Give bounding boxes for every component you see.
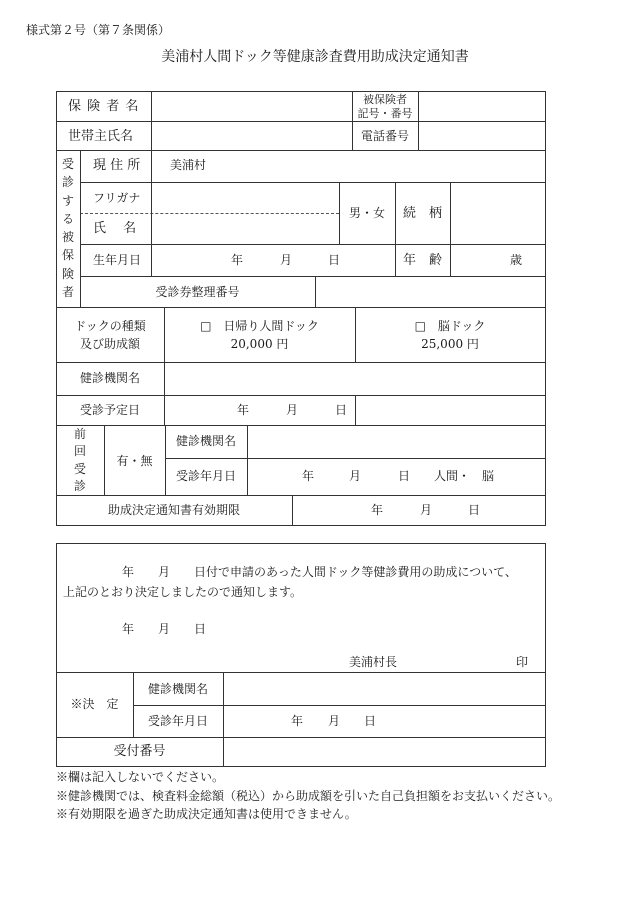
note-3: ※有効期限を過ぎた助成決定通知書は使用できません。 <box>56 807 357 821</box>
notice-exam-month: 月 <box>328 714 341 728</box>
institution-label: 健診機関名 <box>79 371 140 385</box>
scheduled-day: 日 <box>335 403 348 417</box>
option-day-dock-amount: 20,000 円 <box>230 337 289 351</box>
form-number: 様式第２号（第７条関係） <box>26 23 171 37</box>
name-label: 氏 名 <box>93 221 137 236</box>
notice-institution-label: 健診機関名 <box>147 682 208 696</box>
validity-label: 助成決定通知書有効期限 <box>107 503 240 517</box>
householder-label: 世帯主氏名 <box>68 129 134 144</box>
notice-exam-date-label: 受診年月日 <box>147 714 208 728</box>
address-label: 現 住 所 <box>93 158 141 173</box>
notice-exam-year: 年 <box>291 714 304 728</box>
prev-day: 日 <box>398 469 411 483</box>
decision-label: ※決 定 <box>70 697 119 711</box>
address-value: 美浦村 <box>170 158 207 172</box>
dock-type-label-line2: 及び助成額 <box>79 337 140 351</box>
option-brain-dock-checkbox[interactable]: □ 脳ドック <box>414 319 486 333</box>
mayor-label: 美浦村長 <box>349 655 398 669</box>
notice-line-2: 上記のとおり決定しましたので通知します。 <box>63 585 303 599</box>
insured-id-label-line2: 記号・番号 <box>357 107 413 120</box>
prev-date-label: 受診年月日 <box>175 469 236 483</box>
birthdate-label: 生年月日 <box>93 253 142 267</box>
prev-institution-label: 健診機関名 <box>175 434 236 448</box>
notice-exam-day: 日 <box>364 714 377 728</box>
scheduled-date-label: 受診予定日 <box>79 403 140 417</box>
dock-type-label-line1: ドックの種類 <box>74 319 146 333</box>
prev-month: 月 <box>349 469 362 483</box>
insured-id-label-line1: 被保険者 <box>363 93 407 106</box>
ticket-number-label: 受診券整理番号 <box>155 285 240 299</box>
birthdate-day: 日 <box>328 253 341 267</box>
phone-label: 電話番号 <box>360 129 409 143</box>
age-label: 年 齢 <box>402 253 442 268</box>
page-title: 美浦村人間ドック等健康診査費用助成決定通知書 <box>161 49 469 65</box>
scheduled-month: 月 <box>286 403 299 417</box>
prev-type-label: 人間・ 脳 <box>434 469 495 483</box>
option-brain-dock-amount: 25,000 円 <box>421 337 479 351</box>
seal-mark: 印 <box>516 655 529 669</box>
relationship-label: 続 柄 <box>402 206 442 221</box>
validity-year: 年 <box>371 503 384 517</box>
note-2: ※健診機関では、検査料金総額（税込）から助成額を引いた自己負担額をお支払いください。 <box>56 789 561 803</box>
validity-day: 日 <box>468 503 481 517</box>
notice-date: 年 月 日 <box>122 622 207 636</box>
examinee-group-label: 受 診 す る 被 保 険 者 <box>61 157 74 299</box>
sex-label: 男・女 <box>348 206 385 220</box>
option-day-dock-checkbox[interactable]: □ 日帰り人間ドック <box>200 319 319 333</box>
previous-exam-group-label: 前 回 受 診 <box>73 427 86 493</box>
birthdate-month: 月 <box>280 253 293 267</box>
prev-year: 年 <box>302 469 315 483</box>
note-1: ※欄は記入しないでください。 <box>56 770 225 784</box>
validity-month: 月 <box>420 503 433 517</box>
furigana-label: フリガナ <box>93 191 141 205</box>
yes-no-label: 有・無 <box>116 454 153 468</box>
scheduled-year: 年 <box>237 403 250 417</box>
insurer-label: 保 険 者 名 <box>68 99 140 114</box>
receipt-number-label: 受付番号 <box>113 744 166 759</box>
birthdate-year: 年 <box>231 253 244 267</box>
age-unit: 歳 <box>510 253 523 267</box>
notice-line-1: 年 月 日付で申請のあった人間ドック等健診費用の助成について、 <box>122 565 517 579</box>
